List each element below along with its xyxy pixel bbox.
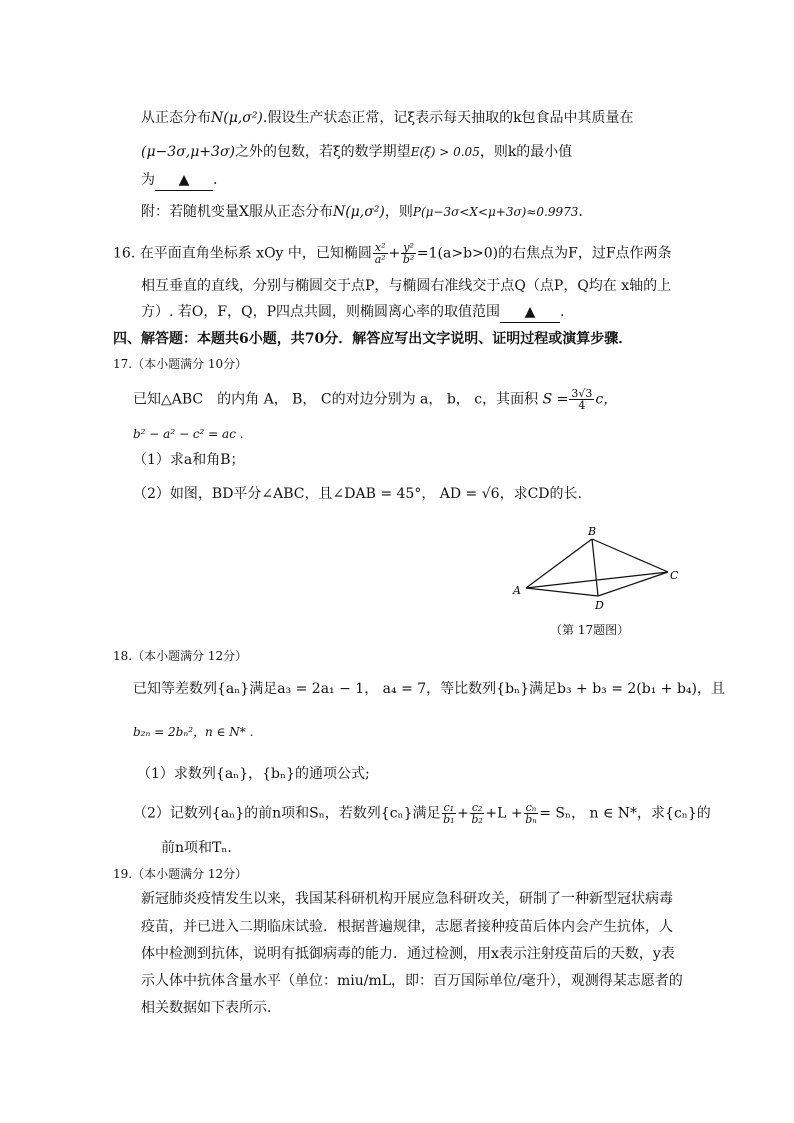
p17-line-2: b² − a² − c² = ac .	[133, 427, 244, 441]
edge-AD	[526, 588, 598, 596]
p17-line-1: 已知△ABC 的内角 A， B， C的对边分别为 a， b， c，其面积 S = $\frac{3√3}{4}$ c，	[133, 387, 618, 412]
triangle-figure	[510, 524, 690, 624]
p15-line-1: 从正态分布N(μ,σ²).假设生产状态正常，记ξ表示每天抽取的k包食品中其质量在	[141, 110, 634, 126]
answer-blank-16: ▲	[500, 302, 560, 323]
figure-caption: （第 17题图）	[550, 623, 630, 637]
edge-BC	[592, 539, 668, 572]
section-heading: 四、解答题：本题共6小题，共70分．解答应写出文字说明、证明过程或演算步骤．	[113, 331, 633, 347]
p15-line-2: (μ−3σ,μ+3σ)之外的包数，若ξ的数学期望E(ξ) > 0.05，则k的最小值	[141, 144, 573, 160]
p18-q2-cont: 前n项和Tₙ.	[161, 840, 232, 856]
label-d: D	[595, 599, 604, 612]
edge-AB	[526, 539, 592, 588]
p19-header: 19.（本小题满分 12分）	[113, 867, 248, 881]
p17-q2: （2）如图，BD平分∠ABC，且∠DAB = 45°， AD = √6，求CD的长.	[133, 486, 582, 502]
area-fraction: $\frac{3√3}{4}$	[571, 387, 593, 412]
p19-line-2: 疫苗，并已进入二期临床试验．根据普遍规律，志愿者接种疫苗后体内会产生抗体，人	[141, 919, 673, 935]
p19-line-3: 体中检测到抗体，说明有抵御病毒的能力．通过检测，用x表示注射疫苗后的天数，y表	[141, 946, 675, 962]
label-b: B	[588, 525, 597, 538]
p15-line-3: 为 ▲ .	[141, 170, 217, 191]
p19-line-1: 新冠肺炎疫情发生以来，我国某科研机构开展应急科研攻关，研制了一种新型冠状病毒	[141, 891, 673, 907]
p18-q1: （1）求数列{aₙ}，{bₙ}的通项公式;	[137, 766, 370, 782]
ellipse-y-term: $\frac{\text{y²}}{\text{b²}}$	[402, 241, 415, 266]
p16-line-1: 16. 在平面直角坐标系 xOy 中，已知椭圆 $\frac{\text{x²}}{\text{a²}}$ + $\frac{\text{y²}}{\text{b²}}$ =1(a>b>0)的右焦点为F，过F点作两条	[113, 241, 672, 266]
p16-line-2: 相互垂直的直线，分别与椭圆交于点P，与椭圆右准线交于点Q（点P，Q均在 x轴的上	[141, 278, 672, 294]
p18-q2: （2）记数列{aₙ}的前n项和Sₙ，若数列{cₙ}满足 $\frac{\text{c₁}}{\text{b₁}}$ + $\frac{\text{c₂}}{\text{b₂}}$ +L + $\frac{\text{cₙ}}{\text{bₙ}}$ = Sₙ， n ∈ N*，求{cₙ}的	[133, 801, 711, 826]
label-a: A	[513, 584, 521, 597]
p15-line-4: 附：若随机变量X服从正态分布N(μ,σ²)，则P(μ−3σ<X<μ+3σ)≈0.9973.	[141, 204, 583, 220]
p19-line-4: 示人体中抗体含量水平（单位：miu/mL，即：百万国际单位/毫升），观测得某志愿者的	[141, 973, 683, 989]
p18-line-1: 已知等差数列{aₙ}满足a₃ = 2a₁ − 1， a₄ = 7，等比数列{bₙ}满足b₃ + b₃ = 2(b₁ + b₄)，且	[133, 681, 726, 697]
p19-line-5: 相关数据如下表所示．	[141, 1000, 281, 1016]
p18-header: 18.（本小题满分 12分）	[113, 649, 248, 663]
p17-q1: （1）求a和角B；	[133, 452, 245, 468]
p18-line-2: b₂ₙ = 2bₙ²，n ∈ N* .	[133, 725, 254, 739]
p16-line-3: 方）. 若O，F，Q，P四点共圆，则椭圆离心率的取值范围 ▲ .	[141, 302, 564, 323]
problem-number: 16.	[113, 245, 136, 262]
label-c: C	[670, 569, 679, 582]
edge-BD	[592, 539, 598, 596]
ellipse-x-term: $\frac{\text{x²}}{\text{a²}}$	[374, 241, 386, 266]
p17-header: 17.（本小题满分 10分）	[113, 357, 248, 371]
answer-blank-15: ▲	[155, 170, 213, 191]
normal-dist: N(μ,σ²)	[211, 110, 263, 126]
